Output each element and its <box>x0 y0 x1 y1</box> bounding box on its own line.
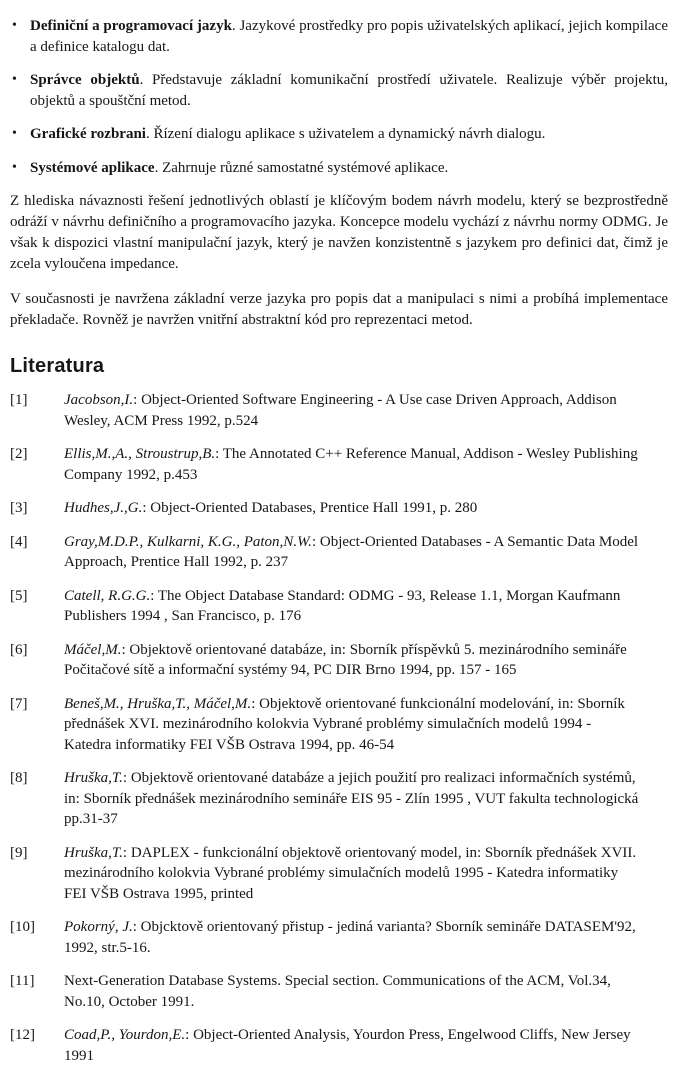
reference-rest: : Objektově orientované databáze a jejich použití pro realizaci informačních systémů, in: Sborník přednášek mezinárodního semináře EIS 95 - Zlín 1995 , VUT fakulta technologická pp.31-37 <box>64 770 639 827</box>
reference-entry <box>10 694 668 756</box>
list-item <box>10 16 668 57</box>
bullet-term: Grafické rozbrani <box>30 126 146 142</box>
reference-number: [1] <box>10 392 28 408</box>
bullet-icon <box>12 124 17 145</box>
reference-entry <box>10 843 668 905</box>
list-item <box>10 70 668 111</box>
reference-text <box>64 586 668 627</box>
reference-entry <box>10 390 668 431</box>
reference-authors: Beneš,M., Hruška,T., Máčel,M. <box>64 695 252 712</box>
bullet-term: Správce objektů <box>30 72 140 88</box>
reference-number: [3] <box>10 500 28 516</box>
bullet-list <box>10 16 668 178</box>
reference-rest: : Objektově orientované databáze, in: Sborník příspěvků 5. mezinárodního semináře Počitačové sítě a informační systémy 94, PC DIR Brno 1994, pp. 157 - 165 <box>64 641 627 678</box>
reference-authors: Catell, R.G.G. <box>64 587 151 604</box>
reference-entry <box>10 1025 668 1066</box>
reference-number: [10] <box>10 919 35 935</box>
reference-text <box>64 917 668 958</box>
reference-list <box>10 390 668 1066</box>
reference-rest: : Objcktově orientovaný přistup - jediná varianta? Sborník semináře DATASEM'92, 1992, str.5-16. <box>64 919 636 956</box>
list-item <box>10 124 668 145</box>
reference-authors: Hudhes,J.,G. <box>64 500 143 516</box>
body-paragraphs <box>10 191 668 331</box>
reference-number: [2] <box>10 446 28 462</box>
section-heading-literatura: Literatura <box>10 355 105 377</box>
reference-entry <box>10 640 668 681</box>
reference-rest: : The Object Database Standard: ODMG - 93, Release 1.1, Morgan Kaufmann Publishers 1994 , San Francisco, p. 176 <box>64 587 621 624</box>
bullet-text: . Zahrnuje různé samostatné systémové aplikace. <box>154 159 449 176</box>
reference-authors: Hruška,T. <box>64 770 123 786</box>
bullet-text: . Představuje základní komunikační prostředí uživatele. Realizuje výběr projektu, objektů a spouštční metod. <box>30 72 668 109</box>
reference-authors: Gray,M.D.P., Kulkarni, K.G., Paton,N.W. <box>64 533 312 550</box>
reference-text <box>64 768 668 830</box>
paragraph: V současnosti je navržena základní verze jazyka pro popis dat a manipulaci s nimi a probíhá implementace překladače. Rovněž je navržen vnitřní abstraktní kód pro reprezentaci metod. <box>10 291 668 328</box>
reference-rest: : Object-Oriented Analysis, Yourdon Press, Engelwood Cliffs, New Jersey 1991 <box>64 1027 631 1064</box>
reference-authors: Ellis,M.,A., Stroustrup,B. <box>64 446 216 462</box>
reference-number: [4] <box>10 533 28 550</box>
reference-entry <box>10 498 668 519</box>
reference-number: [8] <box>10 770 28 786</box>
reference-text <box>64 640 668 681</box>
reference-authors: Pokorný, J. <box>64 919 133 935</box>
reference-rest: : DAPLEX - funkcionální objektově orientovaný model, in: Sborník přednášek XVII. mezinárodního kolokvia Vybrané problémy simulačních modelů 1995 - Katedra informatiky FEI VŠB Ostrava 1995, printed <box>64 844 637 902</box>
list-item <box>10 158 668 179</box>
reference-text <box>64 532 668 573</box>
reference-entry <box>10 917 668 958</box>
reference-number: [9] <box>10 844 28 861</box>
reference-entry <box>10 444 668 485</box>
reference-authors: Máčel,M. <box>64 641 122 658</box>
reference-text <box>64 694 668 756</box>
reference-entry <box>10 532 668 573</box>
reference-entry <box>10 586 668 627</box>
reference-rest: : Objektově orientované funkcionální modelování, in: Sborník přednášek XVI. mezinárodního kolokvia Vybrané problémy simulačních modelů 1994 - Katedra informatiky FEI VŠB Ostrava 1994, pp. 46-54 <box>64 695 625 753</box>
reference-text <box>64 971 668 1012</box>
bullet-term: Systémové aplikace <box>30 159 155 176</box>
reference-text <box>64 390 668 431</box>
reference-rest: : Object-Oriented Databases - A Semantic Data Model Approach, Prentice Hall 1992, p. 237 <box>64 533 639 570</box>
reference-authors: Hruška,T. <box>64 844 123 861</box>
bullet-text: . Jazykové prostředky pro popis uživatelských aplikací, jejich kompilace a definice katalogu dat. <box>30 18 668 55</box>
bullet-icon <box>12 70 17 91</box>
reference-rest: : The Annotated C++ Reference Manual, Addison - Wesley Publishing Company 1992, p.453 <box>64 446 638 483</box>
paragraph: Z hlediska návaznosti řešení jednotlivých oblastí je klíčovým bodem návrh modelu, který se bezprostředně odráží v návrhu definičního a programovacího jazyka. Koncepce modelu vychází z návrhu normy ODMG. Je však k dispozici vlastní manipulační jazyk, který je navžen konzistentně s jazykem pro definici dat, čimž je zcela vyloučena impedance. <box>10 193 668 272</box>
reference-number: [5] <box>10 587 28 604</box>
bullet-icon <box>12 158 17 179</box>
reference-rest: Next-Generation Database Systems. Special section. Communications of the ACM, Vol.34, No.10, October 1991. <box>64 973 611 1010</box>
reference-number: [12] <box>10 1027 35 1043</box>
reference-number: [6] <box>10 641 28 658</box>
reference-number: [7] <box>10 695 28 712</box>
reference-rest: : Object-Oriented Software Engineering - A Use case Driven Approach, Addison Wesley, ACM Press 1992, p.524 <box>64 392 617 429</box>
reference-text <box>64 498 668 519</box>
reference-entry <box>10 768 668 830</box>
reference-authors: Jacobson,I. <box>64 392 134 408</box>
reference-text <box>64 1025 668 1066</box>
bullet-icon <box>12 16 17 37</box>
reference-text <box>64 843 668 905</box>
reference-entry <box>10 971 668 1012</box>
reference-authors: Coad,P., Yourdon,E. <box>64 1027 186 1043</box>
bullet-term: Definiční a programovací jazyk <box>30 18 232 34</box>
reference-number: [11] <box>10 973 35 989</box>
reference-text <box>64 444 668 485</box>
reference-rest: : Object-Oriented Databases, Prentice Hall 1991, p. 280 <box>142 500 478 516</box>
bullet-text: . Řízení dialogu aplikace s uživatelem a dynamický návrh dialogu. <box>145 126 546 142</box>
